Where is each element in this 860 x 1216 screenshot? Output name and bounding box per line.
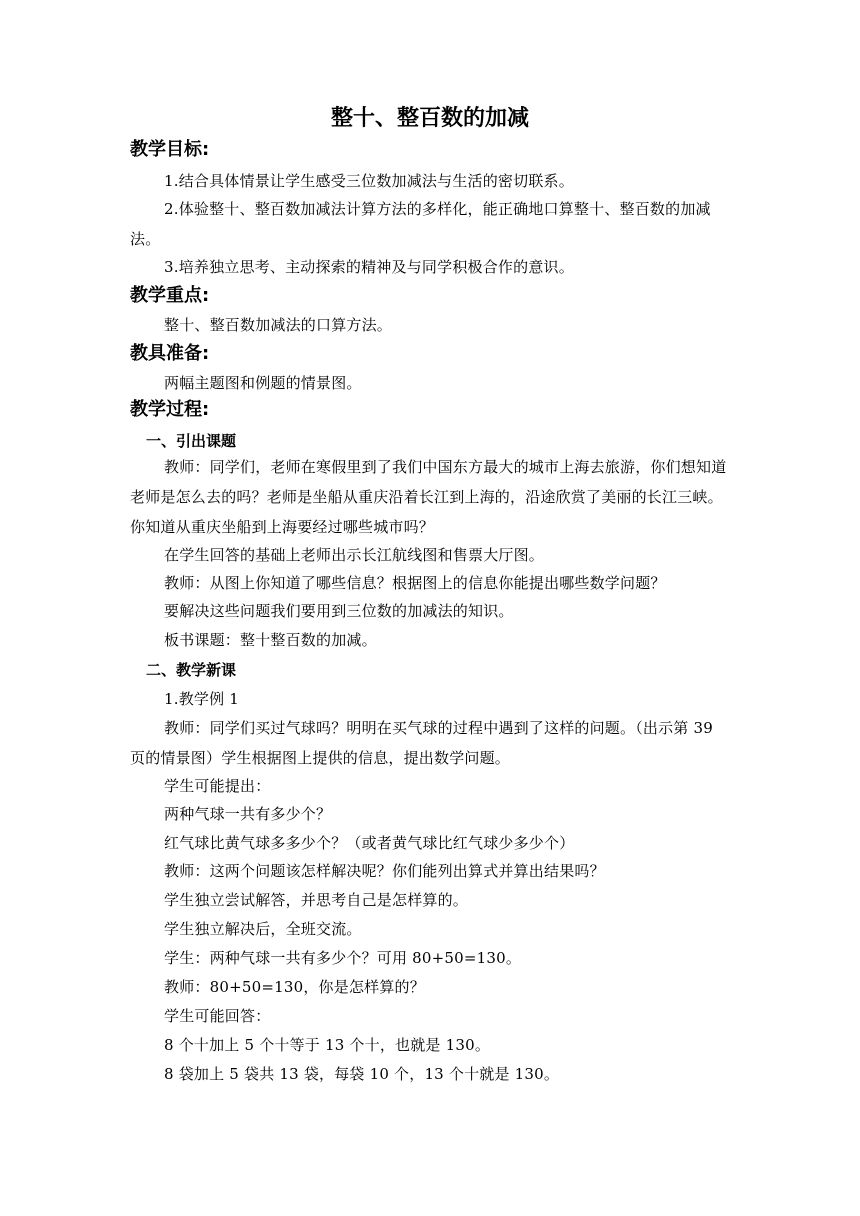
objective-item-3: 3.培养独立思考、主动探索的精神及与同学积极合作的意识。 (164, 258, 574, 276)
part2-paragraph-9: 学生：两种气球一共有多少个？可用 80+50=130。 (164, 949, 522, 967)
part1-paragraph-5: 板书课题：整十整百数的加减。 (164, 631, 377, 649)
part2-paragraph-10: 教师：80+50=130，你是怎样算的？ (164, 978, 425, 996)
part2-paragraph-13: 8 袋加上 5 袋共 13 袋，每袋 10 个，13 个十就是 130。 (164, 1065, 560, 1083)
page-title: 整十、整百数的加减 (330, 106, 529, 131)
objective-item-2: 2.体验整十、整百数加减法计算方法的多样化，能正确地口算整十、整百数的加减法。 (130, 200, 711, 248)
part2-paragraph-7: 学生独立尝试解答，并思考自己是怎样算的。 (164, 891, 469, 909)
process-heading: 教学过程: (130, 399, 210, 420)
materials-heading: 教具准备: (130, 343, 210, 364)
part1-paragraph-3: 教师：从图上你知道了哪些信息？根据图上的信息你能提出哪些数学问题？ (164, 574, 666, 592)
part2-paragraph-1: 1.教学例 1 (164, 690, 240, 708)
part2-paragraph-3: 学生可能提出： (164, 777, 271, 795)
part1-paragraph-1: 教师：同学们，老师在寒假里到了我们中国东方最大的城市上海去旅游，你们想知道老师是怎么去的吗？老师是坐船从重庆沿着长江到上海的，沿途欣赏了美丽的长江三峡。你知道从重庆坐船到上海要经过哪些城市吗？ (130, 458, 727, 536)
part2-heading: 二、教学新课 (146, 661, 237, 679)
part2-paragraph-2: 教师：同学们买过气球吗？明明在买气球的过程中遇到了这样的问题。（出示第 39 页的情景图）学生根据图上提供的信息，提出数学问题。 (130, 719, 713, 767)
part2-paragraph-11: 学生可能回答： (164, 1007, 271, 1025)
part1-paragraph-2: 在学生回答的基础上老师出示长江航线图和售票大厅图。 (164, 546, 545, 564)
part1-paragraph-4: 要解决这些问题我们要用到三位数的加减法的知识。 (164, 602, 514, 620)
key-points-heading: 教学重点: (130, 285, 210, 306)
objective-item-1: 1.结合具体情景让学生感受三位数加减法与生活的密切联系。 (164, 172, 574, 190)
part2-paragraph-12: 8 个十加上 5 个十等于 13 个十，也就是 130。 (164, 1036, 491, 1054)
part1-heading: 一、引出课题 (146, 432, 237, 450)
part2-paragraph-5: 红气球比黄气球多多少个？（或者黄气球比红气球少多少个） (164, 834, 575, 852)
part2-paragraph-4: 两种气球一共有多少个？ (164, 805, 332, 823)
materials-text: 两幅主题图和例题的情景图。 (164, 374, 362, 392)
objectives-heading: 教学目标: (130, 139, 210, 160)
part2-paragraph-6: 教师：这两个问题该怎样解决呢？你们能列出算式并算出结果吗？ (164, 862, 605, 880)
part2-paragraph-8: 学生独立解决后，全班交流。 (164, 920, 362, 938)
key-points-text: 整十、整百数加减法的口算方法。 (164, 316, 393, 334)
